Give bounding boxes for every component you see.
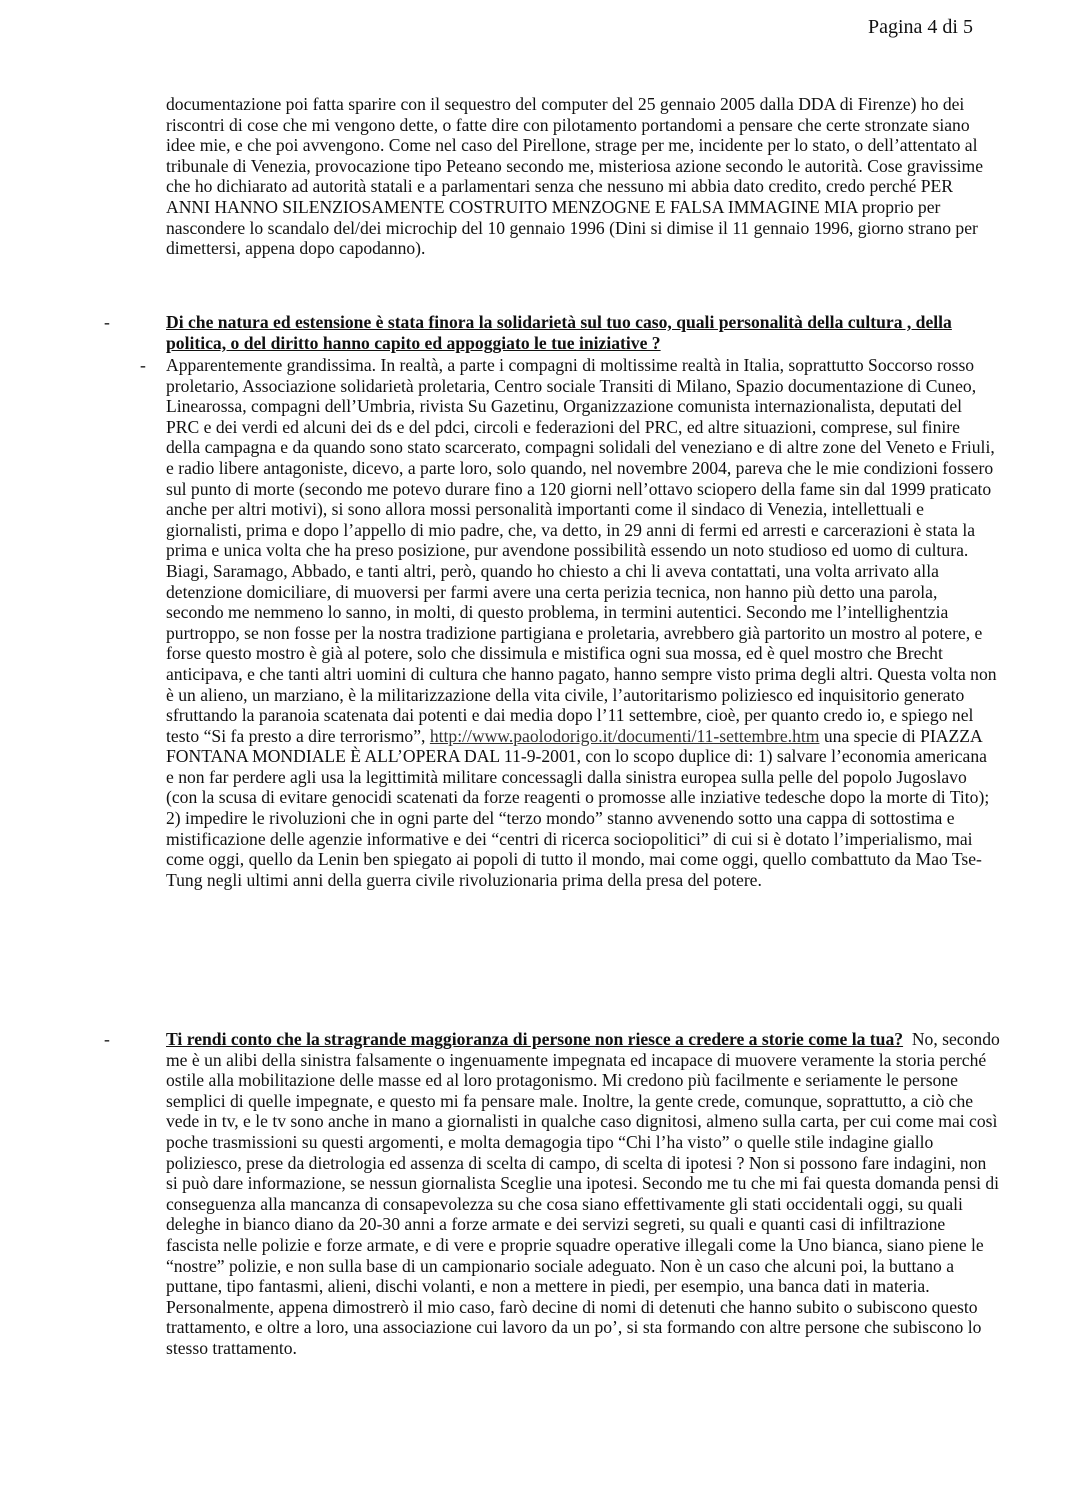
answer-1-bullet: - (140, 355, 146, 375)
answer-2-text: No, secondo me è un alibi della sinistra falsamente o ingenuamente impegnata ed incapace di muovere veramente la storia perché ostile alla mobilitazione delle masse ed al loro protagonismo. Mi credono più facilmente e seriamente le persone semplici di quelle impegnate, e questo mi fa pensare male. Inoltre, la gente crede, comunque, soprattutto, a ciò che vede in tv, e le tv sono anche in mano a giornalisti in qualche caso dignitosi, almeno sulla carta, per cui come mai così poche trasmissioni su questi argomenti, e molta demagogia tipo “Chi l’ha visto” o quelle stile indagine giallo poliziesco, prese da dietrologia ed assenza di scelta di campo, di scelta di ipotesi ? Non si possono fare indagini, non si può dare informazione, se nessun giornalista Sceglie una ipotesi. Secondo me tu che mi fai questa domanda pensi di conseguenza alla mancanza di consapevolezza su che cosa siano effettivamente gli stati occidentali oggi, su quali deleghe in bianco diano da 20-30 anni a forze armate e dei servizi segreti, su quali e quanti casi di infiltrazione fascista nelle polizie e forze armate, e di vere e proprie squadre operative illegali come la Uno bianca, siano piene le “nostre” polizie, e non sulla base di un campionario sociale adeguato. Non è un caso che alcuni poi, la buttano a puttane, tipo fantasmi, alieni, dischi volanti, e non a mettere in piedi, per esempio, una banca dati in materia. Personalmente, appena dimostrerò il mio caso, farò decine di nomi di detenuti che hanno subito o subiscono questo trattamento, e oltre a loro, una associazione cui lavoro da un po’, si sta formando con altre persone che subiscono lo stesso trattamento. (166, 1029, 1000, 1358)
answer-1-text-part-1: Apparentemente grandissima. In realtà, a parte i compagni di moltissime realtà in Italia, soprattutto Soccorso rosso proletario, Associazione solidarietà proletaria, Centro sociale Transiti di Milano, Spazio documentazione di Cuneo, Linearossa, compagni dell’Umbria, rivista Su Gazetinu, Organizzazione comunista internazionalista, deputati del PRC e dei verdi ed alcuni dei ds e del pdci, circoli e federazioni del PRC, ed altre situazioni, comprese, sul finire della campagna e da quando sono stato scarcerato, compagni solidali del veneziano e di altre zone del Veneto e Friuli, e radio libere antagoniste, dicevo, a parte loro, solo quando, nel novembre 2004, pareva che le mie condizioni fossero sul punto di morte (secondo me potevo durare fino a 120 giorni nell’ottavo sciopero della fame sin dal 1999 praticato anche per altri motivi), si sono allora mossi personalità importanti come il sindaco di Venezia, intellettuali e giornalisti, prima e dopo l’appello di mio padre, che, va detto, in 29 anni di fermi ed arresti e carcerazioni è stata la prima e unica volta che ha preso posizione, pur avendone possibilità essendo un noto studioso ed uomo di cultura. Biagi, Saramago, Abbado, e tanti altri, però, quando ho chiesto a chi li aveva contattati, una volta arrivato alla detenzione domiciliare, di muoversi per farmi avere una certa perizia tecnica, non hanno più detto una parola, secondo me nemmeno lo sanno, in molti, di questo problema, in termini autentici. Secondo me l’intellighentzia purtroppo, se non fosse per la nostra tradizione partigiana e proletaria, avrebbero già partorito un mostro al potere, e forse questo mostro è già al potere, solo che dissimula e mistifica ogni sua mossa, ed è quel mostro che Brecht anticipava, e che tanti altri uomini di cultura che hanno pagato, hanno sempre visto prima degli altri. Questa volta non è un alieno, un marziano, è la militarizzazione della vita civile, l’autoritarismo poliziesco ed inquisitorio generato sfruttando la paranoia scatenata dai potenti e dai media dopo l’11 settembre, cioè, per quanto credo io, e spiego nel testo “Si fa presto a dire terrorismo”, (166, 355, 997, 746)
question-1 (166, 312, 966, 353)
question-2-block (166, 1029, 1001, 1359)
article-link[interactable]: http://www.paolodorigo.it/documenti/11-settembre.htm (429, 725, 820, 746)
question-2-bullet: - (104, 1029, 110, 1049)
intro-paragraph: documentazione poi fatta sparire con il sequestro del computer del 25 gennaio 2005 dalla DDA di Firenze) ho dei riscontri di cose che mi vengono dette, o fatte dire con pilotamento portandomi a pensare che certe stronzate siano idee mie, e che poi avvengono. Come nel caso del Pirellone, strage per me, incidente per lo stato, o dell’attentato al tribunale di Venezia, provocazione tipo Peteano secondo me, misteriosa azione secondo le autorità. Cose gravissime che ho dichiarato ad autorità statali e a parlamentari senza che nessuno mi abbia dato credito, credo perché PER ANNI HANNO SILENZIOSAMENTE COSTRUITO MENZOGNE E FALSA IMMAGINE MIA proprio per nascondere lo scandalo del/dei microchip del 10 gennaio 1996 (Dini si dimise il 11 gennaio 1996, giorno strano per dimettersi, appena dopo capodanno). (166, 94, 984, 259)
page-number: Pagina 4 di 5 (868, 16, 973, 38)
question-2-text: Ti rendi conto che la stragrande maggioranza di persone non riesce a credere a storie come la tua? (166, 1029, 904, 1049)
question-1-bullet: - (104, 312, 110, 332)
answer-1 (166, 355, 998, 890)
question-1-text: Di che natura ed estensione è stata finora la solidarietà sul tuo caso, quali personalità della cultura , della politica, o del diritto hanno capito ed appoggiato le tue iniziative ? (166, 312, 952, 353)
answer-1-text-part-2: una specie di PIAZZA FONTANA MONDIALE È ALL’OPERA DAL 11-9-2001, con lo scopo duplice di: 1) salvare l’economia americana e non far perdere agli usa la legittimità militare concessagli dalla sinistra europea sulla pelle del popolo Jugoslavo (con la scusa di evitare genocidi scatenati da forze reagenti o promosse alle inziative tedesche dopo la morte di Tito); 2) impedire le rivoluzioni che in ogni parte del “terzo mondo” stanno avvenendo sotto una cappa di sottostima e mistificazione delle agenzie informative e dei “centri di ricerca sociopolitici” di cui si è dotato l’imperialismo, mai come oggi, quello da Lenin ben spiegato ai popoli di tutto il mondo, mai come oggi, quello combattuto da Mao Tse-Tung negli ultimi anni della guerra civile rivoluzionaria prima della presa del potere. (166, 725, 990, 890)
